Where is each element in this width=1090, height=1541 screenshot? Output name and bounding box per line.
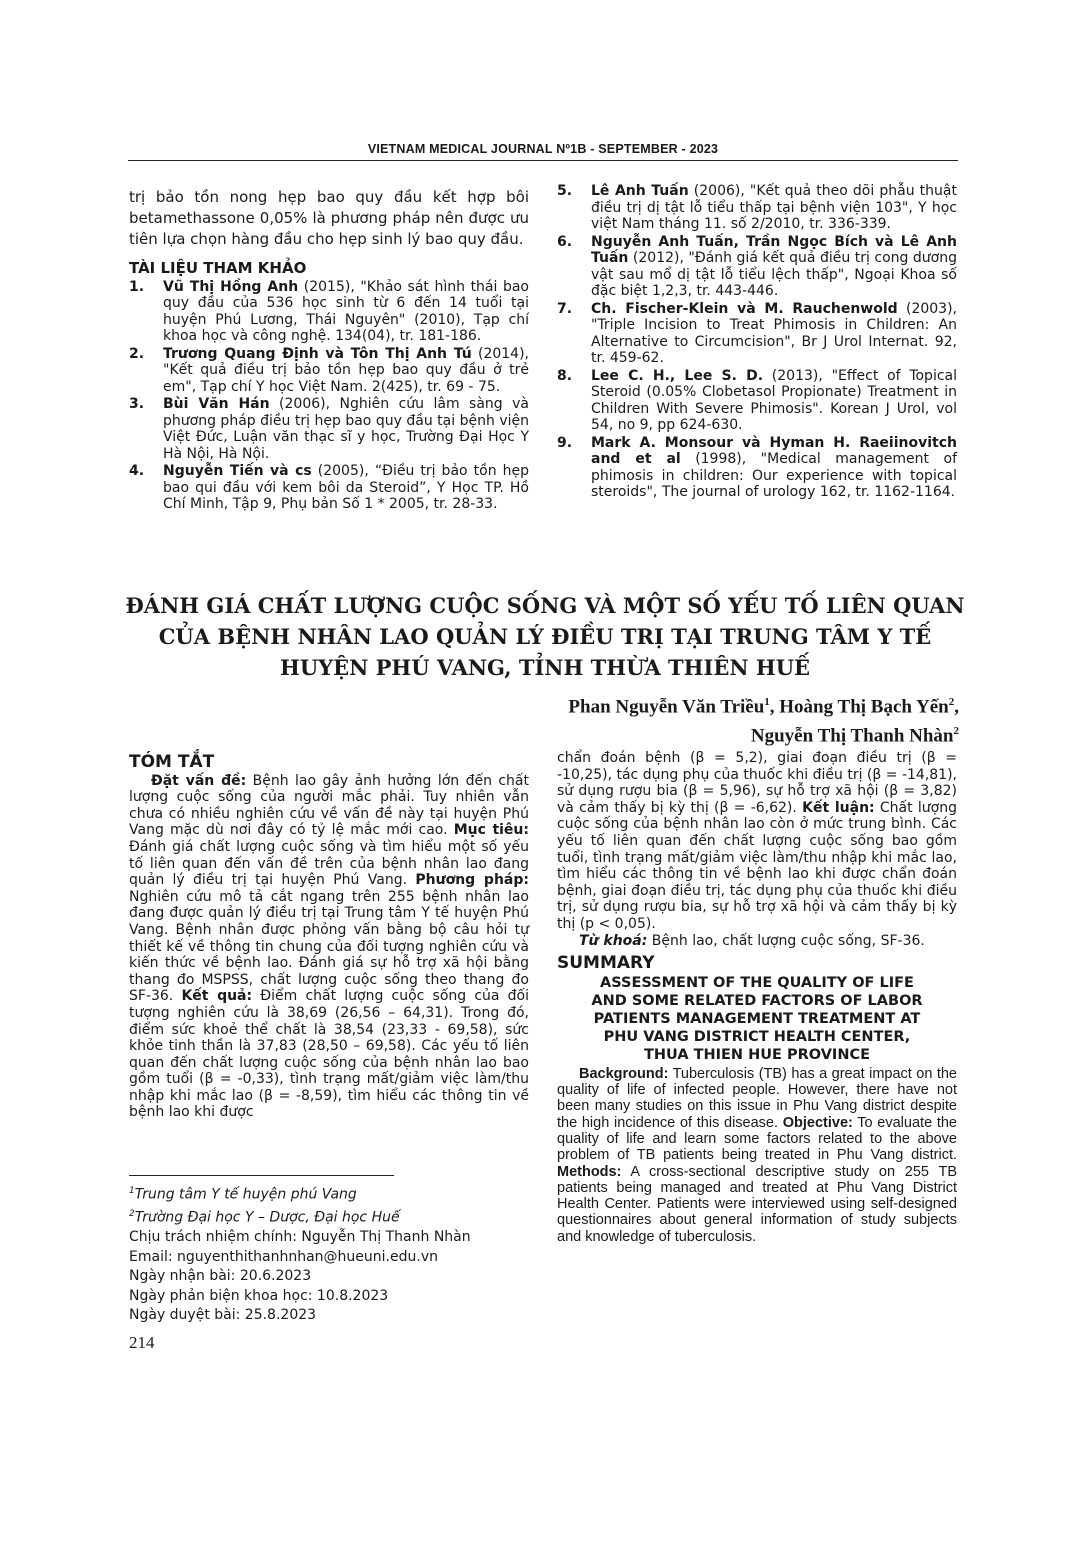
reference-item bbox=[557, 301, 957, 367]
footnotes bbox=[129, 1182, 471, 1326]
results-label: Kết quả: bbox=[181, 988, 253, 1005]
reference-item bbox=[557, 368, 957, 434]
summary-objective-label: Objective: bbox=[782, 1114, 853, 1131]
reference-number: 8. bbox=[557, 367, 573, 384]
page-number: 214 bbox=[129, 1333, 155, 1352]
abstract-paragraph-continued bbox=[557, 750, 957, 933]
reference-number: 7. bbox=[557, 300, 573, 317]
keywords bbox=[557, 933, 957, 950]
reference-text: (2006), Nghiên cứu lâm sàng và phương pháp điều trị hẹp bao quy đầu tại bệnh viện Việt Đức, Luận văn thạc sĩ y học, Trường Đại Học Y Hà Nội, Hà Nội. bbox=[163, 396, 529, 462]
journal-header: VIETNAM MEDICAL JOURNAL Nº1B - SEPTEMBER - 2023 bbox=[367, 142, 719, 156]
author-name: Hoàng Thị Bạch Yến bbox=[779, 696, 949, 718]
footnote-rule bbox=[129, 1175, 394, 1176]
references-heading: TÀI LIỆU THAM KHẢO bbox=[129, 259, 307, 277]
affiliation-2 bbox=[129, 1205, 471, 1228]
background-label: Đặt vấn đề: bbox=[151, 772, 247, 789]
summary-title-line: AND SOME RELATED FACTORS OF LABOR bbox=[591, 992, 923, 1009]
reference-authors: Nguyễn Anh Tuấn, Trần Ngọc Bích và Lê Anh Tuấn bbox=[591, 233, 957, 266]
abstract-continuation-and-summary bbox=[557, 750, 957, 1245]
reference-text: (2014), "Kết quả điều trị bảo tồn hẹp bao quy đầu ở trẻ em", Tạp chí Y học Việt Nam. 2(425), tr. 69 - 75. bbox=[163, 345, 529, 395]
summary-paragraph bbox=[557, 1066, 957, 1245]
reference-authors: Bùi Văn Hán bbox=[163, 396, 270, 413]
title-line: ĐÁNH GIÁ CHẤT LƯỢNG CUỘC SỐNG VÀ MỘT SỐ YẾU TỐ LIÊN QUAN bbox=[125, 593, 965, 618]
reference-text: (2005), “Điều trị bảo tồn hẹp bao qui đầu với kem bôi da Steroid”, Y Học TP. Hồ Chí Minh, Tập 9, Phụ bản Số 1 * 2005, tr. 28-33. bbox=[163, 463, 529, 513]
summary-background-label: Background: bbox=[579, 1065, 669, 1082]
author-separator: , bbox=[769, 696, 775, 718]
reference-text: (2006), "Kết quả theo dõi phẫu thuật điều trị dị tật lỗ tiểu thấp tại bệnh viện 103", Y học việt Nam tháng 11. số 2/2010, tr. 336-339. bbox=[591, 183, 957, 232]
affiliation-1 bbox=[129, 1182, 471, 1205]
abstract-paragraph bbox=[129, 773, 529, 1121]
title-line: HUYỆN PHÚ VANG, TỈNH THỪA THIÊN HUẾ bbox=[279, 655, 811, 680]
results-text: Điểm chất lượng cuộc sống của đối tượng nghiên cứu là 38,69 (26,56 – 64,31). Trong đó, điểm sức khoẻ thể chất là 38,54 (23,33 - 69,58), sức khỏe tinh thần là 37,83 (28,50 – 69,58). Các yếu tố liên quan đến chất lượng cuộc sống của bệnh nhân lao bao gồm tuổi (β = -0,33), tình trạng mất/giảm việc làm/thu nhập khi mắc lao (β = -8,59), tìm hiểu các thông tin về bệnh lao khi được bbox=[129, 988, 529, 1121]
reference-authors: Trương Quang Định và Tôn Thị Anh Tú bbox=[163, 345, 472, 362]
summary-body bbox=[557, 1066, 957, 1245]
summary-title-line: PATIENTS MANAGEMENT TREATMENT AT bbox=[593, 1010, 921, 1027]
reference-number: 6. bbox=[557, 233, 573, 250]
reference-number: 3. bbox=[129, 396, 145, 413]
summary-heading: SUMMARY bbox=[557, 953, 655, 974]
reference-text: (2015), "Khảo sát hình thái bao quy đầu của 536 học sinh từ 6 đến 14 tuổi tại huyện Phú Lương, Thái Nguyên" (2010), Tạp chí khoa học và công nghệ. 134(04), tr. 181-186. bbox=[163, 278, 529, 345]
reference-number: 1. bbox=[129, 278, 145, 295]
reference-number: 2. bbox=[129, 345, 145, 362]
review-date: Ngày phản biện khoa học: 10.8.2023 bbox=[129, 1287, 389, 1304]
reference-authors: Nguyễn Tiến và cs bbox=[163, 463, 312, 480]
title-line: CỦA BỆNH NHÂN LAO QUẢN LÝ ĐIỀU TRỊ TẠI TRUNG TÂM Y TẾ bbox=[158, 624, 932, 649]
summary-title bbox=[557, 974, 957, 1064]
reference-authors: Vũ Thị Hồng Anh bbox=[163, 278, 299, 295]
reference-item bbox=[557, 435, 957, 501]
summary-title-line: THUA THIEN HUE PROVINCE bbox=[643, 1046, 871, 1063]
summary-background-text: Tuberculosis (TB) has a great impact on the quality of life of infected people. However, there have not been many studies on this issue in Phu Vang district despite the high incidence of this disease. bbox=[557, 1065, 957, 1131]
methods-text: Nghiên cứu mô tả cắt ngang trên 255 bệnh nhân lao đang được quản lý điều trị tại Trung tâm Y tế huyện Phú Vang. Bệnh nhân được phỏng vấn bằng bộ câu hỏi tự thiết kế về thông tin chung của đối tượng nghiên cứu và kiến thức về bệnh lao. Đánh giá sự hỗ trợ xã hội bằng thang đo MSPSS, chất lượng cuộc sống theo thang đo SF-36. bbox=[129, 888, 529, 1005]
summary-objective-text: To evaluate the quality of life and learn some factors related to the above problem of TB patients being treated in Phu Vang district. bbox=[557, 1114, 957, 1164]
reference-authors: Ch. Fischer-Klein và M. Rauchenwold bbox=[591, 300, 898, 317]
author-affiliation: 1 bbox=[764, 696, 770, 708]
author-name: Nguyễn Thị Thanh Nhàn bbox=[750, 725, 954, 747]
summary-title-line: PHU VANG DISTRICT HEALTH CENTER, bbox=[603, 1028, 911, 1045]
author-affiliation: 2 bbox=[953, 725, 959, 738]
reference-number: 9. bbox=[557, 434, 573, 451]
keywords-text: Bệnh lao, chất lượng cuộc sống, SF-36. bbox=[647, 932, 925, 949]
received-date: Ngày nhận bài: 20.6.2023 bbox=[129, 1268, 312, 1285]
reference-item bbox=[129, 396, 529, 462]
references-column-right bbox=[557, 183, 957, 502]
reference-text: (2013), "Effect of Topical Steroid (0.05% Clobetasol Propionate) Treatment in Children With Severe Phimosis". Korean J Urol, vol 54, no 9, pp 624-630. bbox=[591, 367, 957, 433]
reference-authors: Lee C. H., Lee S. D. bbox=[591, 367, 764, 384]
references-column-left bbox=[129, 187, 529, 514]
reference-number: 5. bbox=[557, 183, 573, 199]
conclusion-text: Chất lượng cuộc sống của bệnh nhân lao còn ở mức trung bình. Các yếu tố liên quan đến chất lượng cuộc sống bao gồm tuổi, tình trạng mất/giảm việc làm/thu nhập khi mắc lao, tìm hiểu các thông tin về bệnh lao khi được chẩn đoán bệnh, giai đoạn điều trị, tác dụng phụ của thuốc khi điều trị, sử dụng rượu bia, sự hỗ trợ xã hội và cảm thấy bị kỳ thị (p < 0,05). bbox=[557, 799, 957, 932]
reference-item bbox=[129, 279, 529, 345]
summary-methods-label: Methods: bbox=[557, 1163, 622, 1180]
abstract-heading: TÓM TẮT bbox=[129, 752, 215, 772]
author-separator: , bbox=[954, 696, 959, 718]
keywords-label: Từ khoá: bbox=[579, 932, 648, 949]
reference-list-left bbox=[129, 279, 529, 513]
author-line-1 bbox=[568, 690, 959, 719]
reference-item bbox=[129, 346, 529, 396]
reference-item bbox=[557, 234, 957, 300]
reference-list-right bbox=[557, 183, 957, 501]
reference-text: (1998), "Medical management of phimosis in children: Our experience with topical steroids", The journal of urology 162, tr. 1162-1164. bbox=[591, 451, 958, 500]
affiliation-text: Trường Đại học Y – Dược, Đại học Huế bbox=[134, 1209, 400, 1226]
reference-item bbox=[129, 463, 529, 513]
author-line-2 bbox=[568, 719, 959, 748]
corresponding-author: Chịu trách nhiệm chính: Nguyễn Thị Thanh Nhàn bbox=[129, 1229, 471, 1246]
background-text: Bệnh lao gây ảnh hưởng lớn đến chất lượng cuộc sống của người mắc phải. Tuy nhiên vẫn chưa có nhiều nghiên cứu về vấn đề này tại huyện Phú Vang mặc dù nơi đây có tỷ lệ mắc mới cao. bbox=[129, 772, 529, 839]
abstract-vietnamese bbox=[129, 754, 529, 1121]
article-title bbox=[120, 590, 970, 683]
author-affiliation: 2 bbox=[948, 696, 955, 708]
affiliation-marker: 2 bbox=[129, 1209, 135, 1220]
reference-text: (2003), "Triple Incision to Treat Phimosis in Children: An Alternative to Circumcision", Br J Urol Internat. 92, tr. 459-62. bbox=[591, 300, 957, 366]
author-list bbox=[568, 690, 959, 749]
header-rule bbox=[128, 160, 958, 161]
results-text-continued: chẩn đoán bệnh (β = 5,2), giai đoạn điều trị (β = -10,25), tác dụng phụ của thuốc khi điều trị (β = -14,81), sử dụng rượu bia (β = 5,96), sự hỗ trợ xã hội (β = 3,82) và cảm thấy bị kỳ thị (β = -6,62). bbox=[557, 750, 957, 816]
affiliation-marker: 1 bbox=[129, 1186, 135, 1196]
conclusion-label: Kết luận: bbox=[802, 799, 875, 816]
reference-authors: Mark A. Monsour và Hyman H. Raeiinovitch and et al bbox=[591, 434, 957, 467]
reference-item bbox=[557, 183, 957, 233]
methods-label: Phương pháp: bbox=[415, 872, 529, 889]
affiliation-text: Trung tâm Y tế huyện phú Vang bbox=[134, 1186, 357, 1203]
conclusion-continuation: trị bảo tồn nong hẹp bao quy đầu kết hợp bôi betamethassone 0,05% là phương pháp nên được ưu tiên lựa chọn hàng đầu cho hẹp sinh lý bao quy đầu. bbox=[129, 188, 529, 248]
summary-title-line: ASSESSMENT OF THE QUALITY OF LIFE bbox=[600, 974, 914, 991]
email: Email: nguyenthithanhnhan@hueuni.edu.vn bbox=[129, 1248, 438, 1265]
objective-text: Đánh giá chất lượng cuộc sống và tìm hiểu một số yếu tố liên quan đến vấn đề trên của bệnh nhân lao đang quản lý điều trị tại huyện Phú Vang. bbox=[129, 838, 529, 889]
reference-number: 4. bbox=[129, 463, 145, 480]
approved-date: Ngày duyệt bài: 25.8.2023 bbox=[129, 1307, 317, 1324]
objective-label: Mục tiêu: bbox=[453, 822, 529, 839]
author-name: Phan Nguyễn Văn Triều bbox=[568, 696, 765, 718]
reference-text: (2012), "Đánh giá kết quả điều trị cong dương vật sau mổ dị tật lỗ tiểu lệch thấp", Ngoại Khoa số đặc biệt 1,2,3, tr. 443-446. bbox=[591, 250, 957, 299]
reference-authors: Lê Anh Tuấn bbox=[591, 183, 689, 199]
summary-methods-text: A cross-sectional descriptive study on 255 TB patients being managed and treated at Phu Vang District Health Center. Patients were interviewed using self-designed questionnaires about general information of study subjects and knowledge of tuberculosis. bbox=[557, 1163, 957, 1245]
